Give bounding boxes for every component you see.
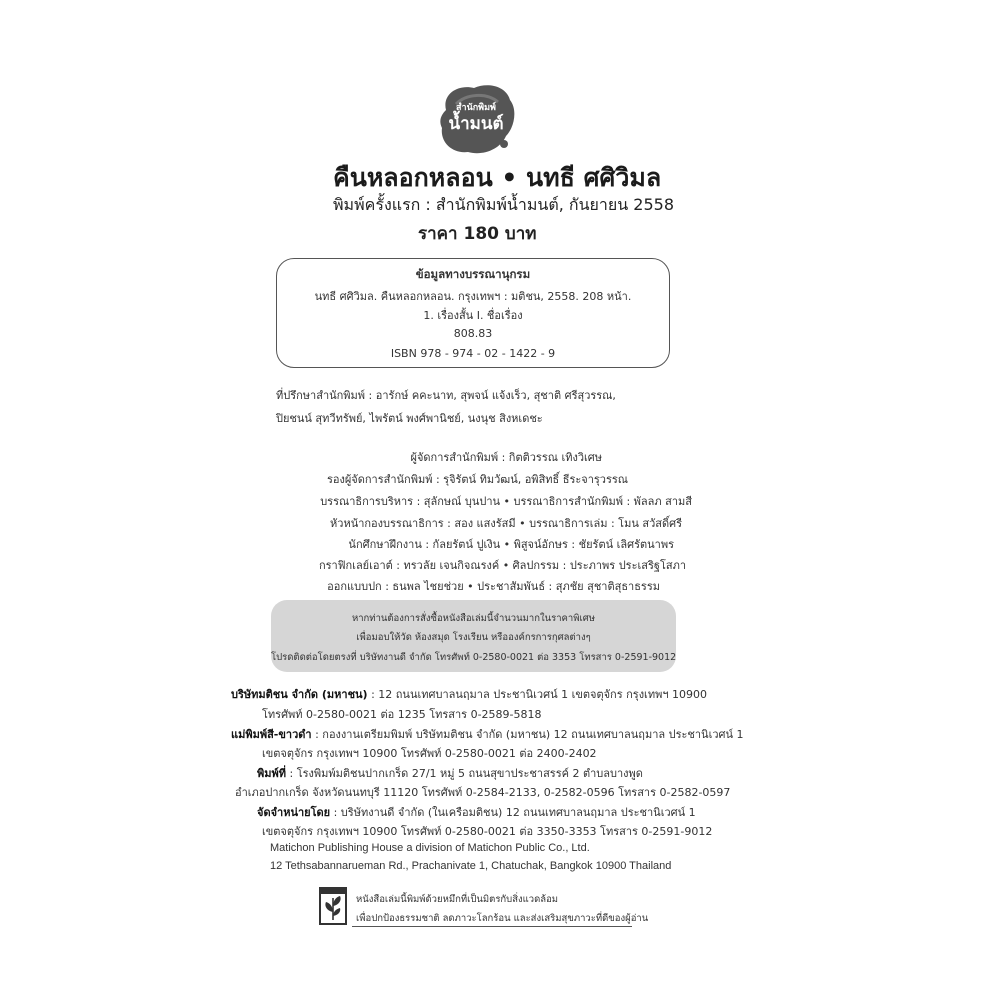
advisors-line-1: ที่ปรึกษาสำนักพิมพ์ : อารักษ์ คคะนาท, สุพจน์ แจ้งเร็ว, สุชาติ ศรีสุวรรณ, [276,389,616,402]
catalog-heading: ข้อมูลทางบรรณานุกรม [415,267,531,281]
eco-notice-line-1: หนังสือเล่มนี้พิมพ์ด้วยหมึกที่เป็นมิตรกับสิ่งแวดล้อม [356,894,559,905]
eco-divider [352,926,632,927]
printer-phone: อำเภอปากเกร็ด จังหวัดนนทบุรี 11120 โทรศัพท์ 0-2584-2133, 0-2582-0596 โทรสาร 0-2582-0597 [235,786,731,799]
distributor-phone: เขตจตุจักร กรุงเทพฯ 10900 โทรศัพท์ 0-2580-0021 ต่อ 3350-3353 โทรสาร 0-2591-9012 [262,825,713,838]
publisher-english-address: 12 Tethsabannarueman Rd., Prachanivate 1, Chatuchak, Bangkok 10900 Thailand [270,860,672,872]
prepress-line [231,725,744,743]
eco-notice-line-2: เพื่อปกป้องธรรมชาติ ลดภาวะโลกร้อน และส่งเสริมสุขภาวะที่ดีของผู้อ่าน [356,913,649,924]
credit-line: นักศึกษาฝึกงาน : กัลยรัตน์ ปูเงิน • พิสูจน์อักษร : ชัยรัตน์ เลิศรัตนาพร [348,538,674,551]
credit-line: บรรณาธิการบริหาร : สุลักษณ์ บุนปาน • บรรณาธิการสำนักพิมพ์ : พัลลภ สามสี [320,495,692,508]
credit-line: ออกแบบปก : ธนพล ไชยช่วย • ประชาสัมพันธ์ : สุภชัย สุชาติสุธาธรรม [327,580,660,593]
advisors-line-2: ปิยชนน์ สุทวีทรัพย์, ไพรัตน์ พงศ์พานิชย์, นงนุช สิงหเดชะ [276,412,543,425]
printer-label: พิมพ์ที่ [257,767,287,780]
logo-small-text: สำนักพิมพ์ [456,103,496,113]
catalog-citation: นทธี ศศิวิมล. คืนหลอกหลอน. กรุงเทพฯ : มติชน, 2558. 208 หน้า. [314,290,632,303]
printer-address: : โรงพิมพ์มติชนปากเกร็ด 27/1 หมู่ 5 ถนนสุขาประชาสรรค์ 2 ตำบลบางพูด [286,767,643,780]
order-line-2: เพื่อมอบให้วัด ห้องสมุด โรงเรียน หรือองค์กรการกุศลต่างๆ [356,632,591,643]
distributor-address: : บริษัทงานดี จำกัด (ในเครือมติชน) 12 ถนนเทศบาลนฤมาล ประชานิเวศน์ 1 [330,806,696,819]
publisher-english-name: Matichon Publishing House a division of Matichon Public Co., Ltd. [270,842,590,854]
order-line-3: โปรดติดต่อโดยตรงที่ บริษัทงานดี จำกัด โทรศัพท์ 0-2580-0021 ต่อ 3353 โทรสาร 0-2591-9012 [271,652,677,663]
credit-line: กราฟิกเลย์เอาต์ : ทรวลัย เจนกิจณรงค์ • ศิลปกรรม : ประภาพร ประเสริฐโสภา [318,559,686,572]
leaf-book-icon [318,886,348,926]
distributor-label: จัดจำหน่ายโดย [257,806,331,819]
publisher-label: บริษัทมติชน จำกัด (มหาชน) [231,688,368,701]
printer-line [257,764,643,782]
publisher-phone: โทรศัพท์ 0-2580-0021 ต่อ 1235 โทรสาร 0-2589-5818 [262,708,542,721]
credit-line: ผู้จัดการสำนักพิมพ์ : กิตติวรรณ เทิงวิเศษ [410,451,602,464]
prepress-address: : กองงานเตรียมพิมพ์ บริษัทมติชน จำกัด (มหาชน) 12 ถนนเทศบาลนฤมาล ประชานิเวศน์ 1 [311,728,744,741]
catalog-subject: 1. เรื่องสั้น I. ชื่อเรื่อง [423,309,523,322]
publisher-line [231,685,707,703]
catalog-class-number: 808.83 [453,327,493,340]
publisher-address: : 12 ถนนเทศบาลนฤมาล ประชานิเวศน์ 1 เขตจตุจักร กรุงเทพฯ 10900 [367,688,707,701]
edition-info: พิมพ์ครั้งแรก : สำนักพิมพ์น้ำมนต์, กันยายน 2558 [333,195,674,214]
credit-line: รองผู้จัดการสำนักพิมพ์ : รุจิรัตน์ ทิมวัฒน์, อพิสิทธิ์ ธีระจารุวรรณ [326,473,628,486]
catalog-isbn: ISBN 978 - 974 - 02 - 1422 - 9 [390,347,556,360]
book-title: คืนหลอกหลอน • นทธี ศศิวิมล [333,163,662,192]
price: ราคา 180 บาท [418,224,537,244]
prepress-label: แม่พิมพ์สี-ขาวดำ [231,728,312,741]
distributor-line [257,803,696,821]
order-line-1: หากท่านต้องการสั่งซื้อหนังสือเล่มนี้จำนวนมากในราคาพิเศษ [351,613,596,624]
prepress-phone: เขตจตุจักร กรุงเทพฯ 10900 โทรศัพท์ 0-2580-0021 ต่อ 2400-2402 [262,747,597,760]
logo-main-text: น้ำมนต์ [448,114,504,134]
credit-line: หัวหน้ากองบรรณาธิการ : สอง แสงรัสมี • บรรณาธิการเล่ม : โมน สวัสดิ์ศรี [330,517,682,530]
